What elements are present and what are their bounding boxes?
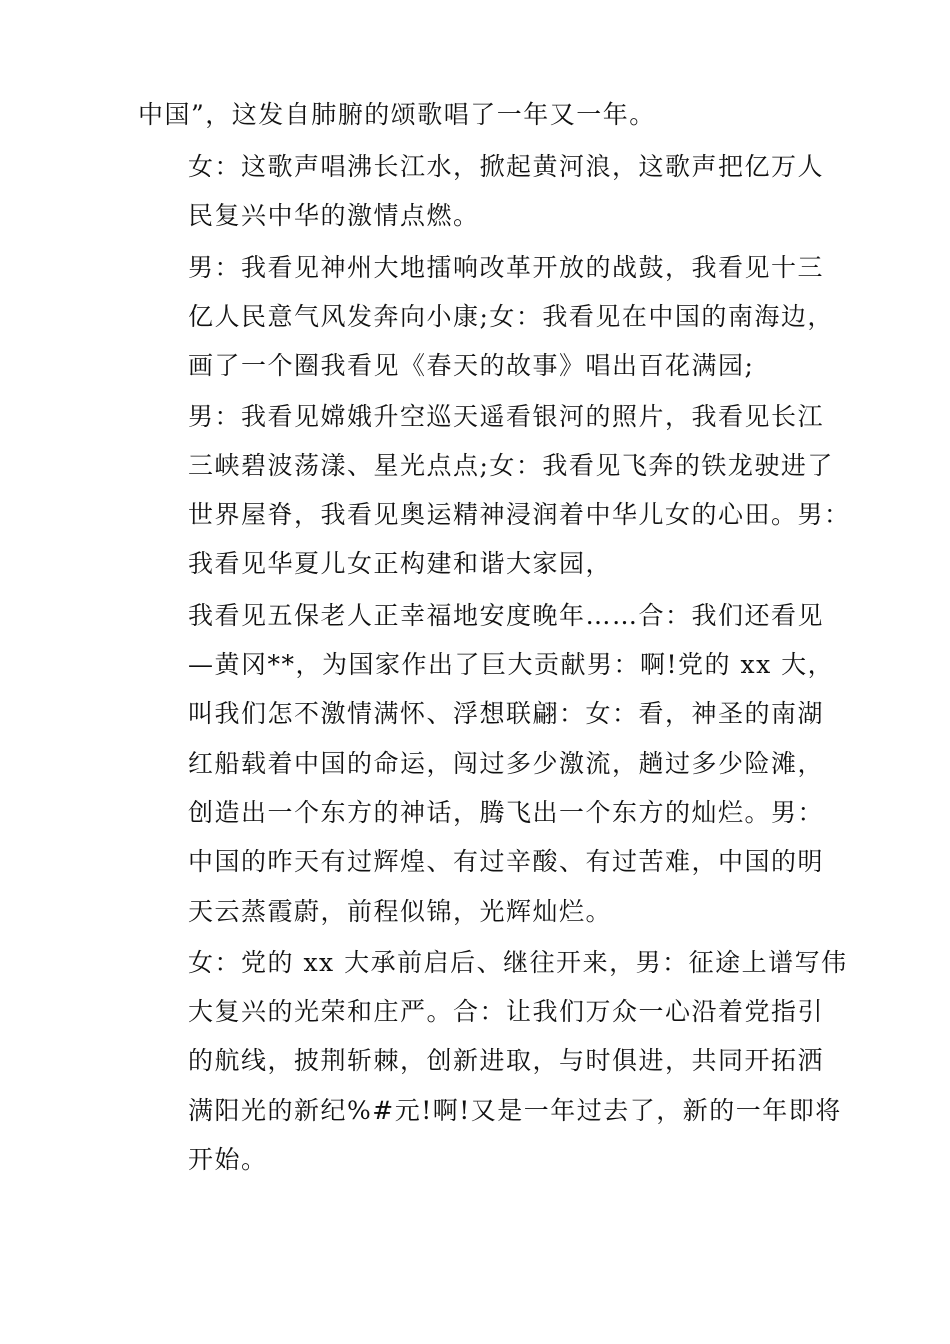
text-line: 创造出一个东方的神话，腾飞出一个东方的灿烂。男： — [188, 798, 825, 827]
text-line: 女：党的 xx 大承前启后、继往开来，男：征途上谱写伟 — [188, 948, 848, 977]
text-line: 民复兴中华的激情点燃。 — [188, 201, 480, 230]
text-line: 我看见五保老人正幸福地安度晚年……合：我们还看见 — [188, 601, 825, 630]
text-line: 亿人民意气风发奔向小康;女：我看见在中国的南海边， — [188, 302, 834, 331]
text-line: 女：这歌声唱沸长江水，掀起黄河浪，这歌声把亿万人 — [188, 152, 825, 181]
text-line: 红船载着中国的命运，闯过多少激流，趟过多少险滩， — [188, 749, 825, 778]
text-line: 满阳光的新纪%#元!啊!又是一年过去了，新的一年即将 — [188, 1096, 842, 1125]
text-line: 大复兴的光荣和庄严。合：让我们万众一心沿着党指引 — [188, 997, 825, 1026]
text-line: 天云蒸霞蔚，前程似锦，光辉灿烂。 — [188, 897, 613, 926]
text-line: 中国的昨天有过辉煌、有过辛酸、有过苦难，中国的明 — [188, 847, 825, 876]
text-line: 男：我看见神州大地擂响改革开放的战鼓，我看见十三 — [188, 253, 825, 282]
text-line: 的航线，披荆斩棘，创新进取，与时俱进，共同开拓洒 — [188, 1046, 825, 1075]
text-line: 我看见华夏儿女正构建和谐大家园， — [188, 549, 613, 578]
text-line: 男：我看见嫦娥升空巡天遥看银河的照片，我看见长江 — [188, 402, 825, 431]
text-line: 叫我们怎不激情满怀、浮想联翩：女：看，神圣的南湖 — [188, 699, 825, 728]
text-line: 中国”，这发自肺腑的颂歌唱了一年又一年。 — [138, 100, 656, 129]
text-line: 开始。 — [188, 1145, 268, 1174]
text-line: —黄冈**，为国家作出了巨大贡献男：啊!党的 xx 大， — [188, 650, 835, 679]
text-line: 画了一个圈我看见《春天的故事》唱出百花满园; — [188, 351, 755, 380]
text-line: 三峡碧波荡漾、星光点点;女：我看见飞奔的铁龙驶进了 — [188, 451, 834, 480]
text-line: 世界屋脊，我看见奥运精神浸润着中华儿女的心田。男： — [188, 500, 851, 529]
